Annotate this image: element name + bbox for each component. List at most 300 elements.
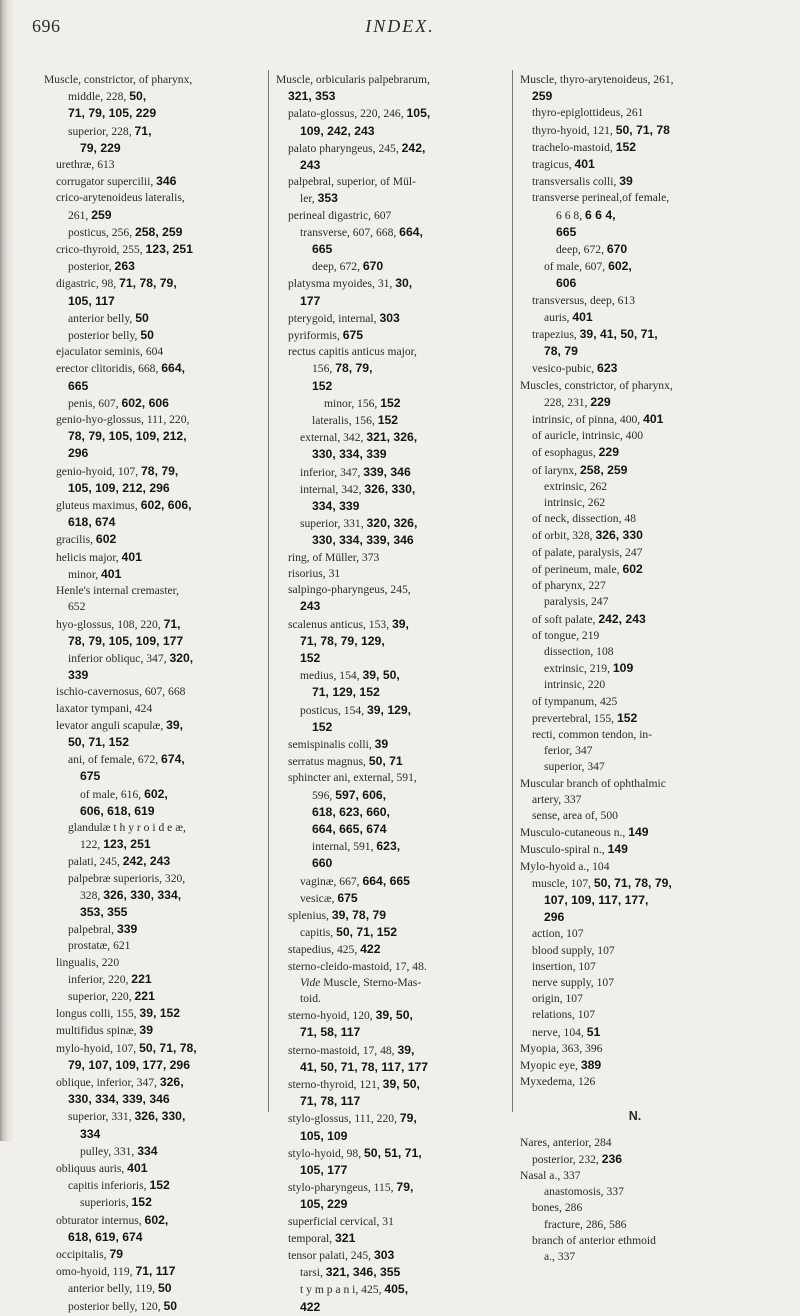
entry-text: posticus, 256,	[68, 225, 135, 239]
page-refs-bold: 674,	[161, 752, 185, 767]
entry-text: temporal,	[288, 1231, 336, 1245]
page-refs-bold: 401	[121, 549, 142, 564]
entry-text: Muscle, thyro-arytenoideus, 261,	[520, 73, 674, 86]
index-entry	[520, 139, 750, 156]
page-refs-bold: 123, 251	[145, 242, 193, 257]
entry-text: action, 107	[532, 927, 584, 941]
index-entry	[276, 378, 506, 395]
page-header	[0, 16, 800, 46]
index-entry	[520, 841, 750, 858]
page-refs-bold: 320, 326,	[366, 516, 418, 531]
page-refs-bold: 39	[619, 174, 633, 189]
index-entry	[44, 412, 262, 428]
entry-text: urethræ, 613	[56, 158, 115, 172]
entry-text: posterior belly,	[68, 329, 141, 343]
index-entry	[276, 481, 506, 498]
index-entry	[44, 173, 262, 190]
entry-text: intrinsic, of pinna, 400,	[532, 413, 644, 427]
entry-text: palpebral, superior, of Mül-	[288, 175, 416, 189]
entry-text: oblique, inferior, 347,	[56, 1075, 160, 1089]
page-refs-bold: 152	[615, 139, 637, 154]
index-entry	[276, 873, 506, 890]
page-refs-bold: 50	[157, 1281, 172, 1296]
index-entry	[44, 445, 262, 462]
index-entry	[44, 1194, 262, 1211]
entry-text: superior, 347	[544, 760, 605, 774]
entry-text: bones, 286	[532, 1201, 583, 1215]
index-entry	[520, 511, 750, 527]
index-entry	[44, 1280, 262, 1297]
index-entry	[44, 1074, 262, 1091]
index-entry	[520, 1217, 750, 1233]
index-entry	[520, 360, 750, 377]
entry-text: 328,	[80, 888, 104, 902]
page-refs-bold: 51	[586, 1024, 601, 1039]
index-entry	[520, 694, 750, 710]
page-refs-bold: 334	[80, 1126, 101, 1141]
page-refs-bold: 50,	[129, 89, 147, 104]
entry-text: helicis major,	[56, 550, 122, 564]
index-entry	[44, 583, 262, 599]
index-entry	[276, 650, 506, 667]
entry-text: palati, 245,	[68, 855, 123, 869]
page-refs-bold: 259	[532, 89, 553, 104]
entry-text: blood supply, 107	[532, 943, 615, 957]
entry-text: ischio-cavernosus, 607, 668	[56, 685, 186, 699]
entry-text: thyro-epiglottideus, 261	[532, 106, 644, 120]
entry-text: thyro-hyoid, 121,	[532, 123, 616, 137]
entry-text: Musculo-spiral n.,	[520, 843, 608, 857]
index-entry	[44, 1298, 262, 1315]
entry-text: sense, area of, 500	[532, 808, 618, 822]
page-refs-bold: 105, 117	[68, 293, 115, 308]
entry-text: of neck, dissection, 48	[532, 512, 636, 526]
entry-text: of tongue, 219	[532, 628, 600, 642]
entry-text: nerve supply, 107	[532, 975, 614, 989]
page-refs-bold: 79	[109, 1247, 124, 1262]
index-entry	[276, 598, 506, 615]
page-refs-bold: 401	[574, 157, 595, 172]
page-refs-bold: 330, 334, 339, 346	[68, 1092, 170, 1107]
page-refs-bold: 675	[342, 328, 364, 343]
entry-text: corrugator supercilii,	[56, 175, 157, 189]
entry-text: inferior, 347,	[300, 465, 364, 479]
entry-text: Henle's internal cremaster,	[56, 584, 179, 598]
index-entry	[44, 123, 262, 140]
entry-text: palato-glossus, 220, 246,	[288, 107, 407, 121]
index-entry	[520, 258, 750, 275]
page-refs-bold: 346	[156, 174, 177, 189]
page-refs-bold: 229	[598, 445, 619, 460]
index-entry	[276, 787, 506, 804]
entry-text-italic: Vide	[300, 975, 321, 989]
page-refs-bold: 606	[556, 276, 577, 291]
index-entry	[520, 892, 750, 909]
index-entry	[276, 838, 506, 855]
entry-text: omo-hyoid, 119,	[56, 1265, 136, 1279]
entry-text: inferior, 220,	[68, 972, 132, 986]
index-entry	[520, 628, 750, 644]
page-refs-bold: 258, 259	[579, 462, 628, 477]
entry-text: crico-thyroid, 255,	[56, 243, 146, 257]
index-entry	[44, 1246, 262, 1263]
page-refs-bold: 152	[149, 1178, 170, 1193]
entry-text: of esophagus,	[532, 446, 599, 460]
index-entry	[520, 1007, 750, 1023]
page-refs-bold: 30,	[395, 276, 413, 291]
entry-text: occipitalis,	[56, 1248, 110, 1262]
index-entry	[276, 959, 506, 975]
page-refs-bold: 664, 665	[362, 873, 410, 888]
index-entry	[44, 157, 262, 173]
index-entry	[44, 599, 262, 615]
entry-text: salpingo-pharyngeus, 245,	[288, 583, 411, 597]
index-entry	[520, 394, 750, 411]
page-refs-bold: 618, 623, 660,	[312, 804, 390, 819]
page-refs-bold: 105, 109, 212, 296	[68, 480, 170, 495]
index-entry	[44, 988, 262, 1005]
page-refs-bold: 664,	[161, 361, 186, 376]
index-entry	[520, 727, 750, 743]
entry-text: recti, common tendon, in-	[532, 727, 653, 741]
index-entry	[276, 446, 506, 463]
index-entry	[276, 550, 506, 566]
index-entry	[44, 803, 262, 820]
index-entry	[44, 105, 262, 122]
index-entry	[44, 820, 262, 836]
entry-text: Musculo-cutaneous n.,	[520, 826, 629, 840]
entry-text: anastomosis, 337	[544, 1185, 624, 1199]
index-entry	[520, 611, 750, 628]
index-entry	[520, 527, 750, 544]
index-entry	[520, 88, 750, 105]
page-refs-bold: 303	[379, 310, 400, 325]
index-entry	[520, 959, 750, 975]
entry-text: palato pharyngeus, 245,	[288, 141, 402, 155]
page-refs-bold: 71, 129, 152	[312, 685, 380, 700]
page-refs-bold: 405,	[384, 1282, 409, 1297]
page-refs-bold: 321	[335, 1230, 356, 1245]
page-refs-bold: 602	[622, 561, 643, 576]
index-entry	[520, 578, 750, 594]
entry-text: scalenus anticus, 153,	[288, 617, 392, 631]
page-refs-bold: 221	[134, 988, 155, 1003]
page-refs-bold: 50, 71, 152	[336, 925, 398, 940]
index-entry	[520, 644, 750, 660]
page-refs-bold: 618, 674	[68, 515, 116, 530]
page-refs-bold: 78, 79, 105, 109, 177	[68, 633, 184, 648]
page-refs-bold: 401	[101, 566, 122, 581]
index-entry	[44, 531, 262, 548]
entry-text: Muscle, orbicularis palpebrarum,	[276, 73, 430, 86]
index-entry	[520, 122, 750, 139]
index-entry	[276, 157, 506, 174]
entry-text: 652	[68, 600, 86, 614]
index-entry	[44, 224, 262, 241]
entry-text: of tympanum, 425	[532, 694, 618, 708]
column-rule-right	[512, 70, 513, 1112]
index-entry	[44, 938, 262, 954]
entry-text: extrinsic, 262	[544, 479, 608, 493]
index-entry	[520, 411, 750, 428]
page-refs-bold: 339, 346	[363, 464, 411, 479]
index-entry	[520, 275, 750, 292]
index-entry	[44, 871, 262, 887]
entry-text: posterior belly, 120,	[68, 1299, 164, 1313]
entry-text: Myopia, 363, 396	[520, 1041, 603, 1055]
page-refs-bold: 353, 355	[80, 904, 128, 919]
index-entry	[520, 808, 750, 824]
entry-text: prevertebral, 155,	[532, 711, 617, 725]
entry-text: paralysis, 247	[544, 595, 609, 609]
index-entry	[520, 875, 750, 892]
entry-text: ring, of Müller, 373	[288, 550, 380, 564]
index-entry	[276, 907, 506, 924]
index-entry	[520, 190, 750, 206]
page-refs-bold: 39, 50,	[362, 668, 400, 683]
page-refs-bold: 50	[135, 310, 149, 325]
index-entry	[276, 1264, 506, 1281]
page-refs-bold: 389	[580, 1057, 602, 1072]
page-refs-bold: 39	[139, 1023, 153, 1038]
index-entry	[520, 293, 750, 309]
entry-text: of male, 616,	[80, 787, 145, 801]
index-entry	[276, 1076, 506, 1093]
entry-text: of pharynx, 227	[532, 579, 606, 593]
index-entry	[44, 293, 262, 310]
index-entry	[276, 532, 506, 549]
entry-text: transverse, 607, 668,	[300, 225, 400, 239]
index-entry	[520, 1041, 750, 1057]
index-entry	[44, 786, 262, 803]
page-refs-bold: 149	[628, 825, 649, 840]
entry-text: toid.	[300, 991, 321, 1005]
entry-text: lingualis, 220	[56, 955, 120, 969]
index-entry	[520, 1074, 750, 1090]
index-column-1	[44, 72, 262, 1315]
page-refs-bold: 79, 107, 109, 177, 296	[68, 1057, 190, 1072]
entry-text: risorius, 31	[288, 566, 341, 580]
entry-text: stylo-pharyngeus, 115,	[288, 1181, 397, 1195]
entry-text: anterior belly,	[68, 311, 136, 325]
index-entry	[520, 792, 750, 808]
page-refs-bold: 50	[140, 328, 154, 343]
page-refs-bold: 71, 78, 79,	[119, 276, 177, 291]
entry-text: Myopic eye,	[520, 1058, 581, 1072]
page-refs-bold: 39, 129,	[367, 702, 412, 717]
page-refs-bold: 334	[137, 1143, 158, 1158]
index-entry	[276, 1179, 506, 1196]
index-entry	[276, 464, 506, 481]
page-refs-bold: 107, 109, 117, 177,	[544, 892, 649, 907]
index-entry	[44, 1022, 262, 1039]
index-entry	[276, 736, 506, 753]
page-refs-bold: 401	[643, 412, 664, 427]
index-entry	[44, 1177, 262, 1194]
index-entry	[520, 428, 750, 444]
index-entry	[44, 701, 262, 717]
entry-text: muscle, 107,	[532, 876, 594, 890]
entry-text: medius, 154,	[300, 669, 363, 683]
index-entry	[520, 1184, 750, 1200]
index-entry	[520, 776, 750, 792]
entry-text: origin, 107	[532, 992, 583, 1006]
page-refs-bold: 71, 79, 105, 229	[68, 106, 157, 121]
page-refs-bold: 242, 243	[122, 854, 171, 869]
entry-text: 228, 231,	[544, 395, 591, 409]
page-refs-bold: 606, 618, 619	[80, 803, 155, 818]
page-refs-bold: 152	[380, 395, 401, 410]
index-entry	[44, 734, 262, 751]
page-refs-bold: 105, 109	[300, 1128, 348, 1143]
entry-text: transversus, deep, 613	[532, 293, 636, 307]
index-entry	[44, 1040, 262, 1057]
entry-text: ferior, 347	[544, 744, 593, 758]
index-entry	[276, 515, 506, 532]
entry-text: Muscular branch of ophthalmic	[520, 776, 666, 790]
entry-text: 596,	[312, 788, 336, 802]
index-entry	[44, 1126, 262, 1143]
index-entry	[44, 751, 262, 768]
page-refs-bold: 149	[607, 842, 628, 857]
entry-text: obliquus auris,	[56, 1162, 128, 1175]
index-entry	[276, 190, 506, 207]
index-entry	[276, 123, 506, 140]
index-entry	[276, 412, 506, 429]
entry-text: splenius,	[288, 908, 332, 922]
entry-text: pterygoid, internal,	[288, 311, 380, 325]
index-entry	[276, 1281, 506, 1298]
page-refs-bold: 665	[556, 224, 577, 239]
page-refs-bold: 50, 71, 78, 79,	[593, 875, 672, 890]
entry-text: gluteus maximus,	[56, 499, 141, 513]
entry-text: penis, 607,	[68, 396, 122, 410]
entry-text: artery, 337	[532, 792, 582, 806]
index-entry	[520, 173, 750, 190]
entry-text: auris,	[544, 310, 573, 324]
entry-text: Myxedema, 126	[520, 1075, 596, 1089]
index-entry	[276, 941, 506, 958]
running-title: INDEX.	[365, 16, 435, 36]
entry-text: laxator tympani, 424	[56, 701, 153, 715]
page-refs-bold: 39, 78, 79	[331, 907, 387, 922]
entry-text: Muscles, constrictor, of pharynx,	[520, 378, 673, 392]
index-entry	[276, 1110, 506, 1127]
index-entry	[44, 921, 262, 938]
entry-text: stylo-hyoid, 98,	[288, 1146, 365, 1160]
index-entry	[520, 224, 750, 241]
index-entry	[276, 72, 506, 88]
page-refs-bold: 39,	[166, 717, 184, 732]
entry-text: of male, 607,	[544, 260, 609, 274]
page-refs-bold: 602,	[144, 786, 168, 801]
page-refs-bold: 109, 242, 243	[300, 123, 375, 138]
index-entry	[44, 1108, 262, 1125]
index-column-2	[276, 72, 506, 1316]
page-refs-bold: 353	[317, 191, 338, 206]
index-entry	[520, 710, 750, 727]
page-refs-bold: 123, 251	[103, 837, 151, 852]
entry-text: rectus capitis anticus major,	[288, 345, 417, 359]
page-refs-bold: 221	[131, 971, 152, 986]
entry-text: superior, 228,	[68, 124, 135, 138]
index-entry	[276, 224, 506, 241]
page-refs-bold: 243	[300, 599, 321, 614]
page-refs-bold: 330, 334, 339	[312, 447, 387, 462]
page-refs-bold: 105,	[406, 106, 431, 121]
index-entry	[276, 804, 506, 821]
entry-text: deep, 672,	[556, 243, 607, 257]
page-refs-bold: 152	[312, 719, 333, 734]
page-refs-bold: 71,	[134, 123, 152, 138]
index-entry	[520, 991, 750, 1007]
index-entry	[276, 327, 506, 344]
page-refs-bold: 330, 334, 339, 346	[312, 533, 414, 548]
page-refs-bold: 321, 353	[288, 89, 336, 104]
index-entry	[276, 395, 506, 412]
page-refs-bold: 263	[114, 259, 135, 274]
index-entry	[276, 1196, 506, 1213]
index-entry	[520, 241, 750, 258]
entry-text: intrinsic, 262	[544, 496, 606, 510]
page-refs-bold: 422	[300, 1299, 321, 1314]
page-refs-bold: 39, 50,	[382, 1076, 420, 1091]
page-refs-bold: 152	[616, 710, 638, 725]
index-entry	[44, 887, 262, 904]
page-refs-bold: 326, 330, 334,	[103, 887, 182, 902]
index-entry	[44, 650, 262, 667]
entry-text: internal, 591,	[312, 840, 377, 854]
index-entry	[276, 1007, 506, 1024]
entry-text: Muscle, Sterno-Mas-	[320, 975, 422, 989]
page-refs-bold: 177	[300, 293, 321, 308]
entry-text: internal, 342,	[300, 482, 365, 496]
page-refs-bold: 321, 346, 355	[325, 1265, 401, 1280]
index-entry	[276, 770, 506, 786]
index-entry	[44, 1229, 262, 1246]
entry-text: hyo-glossus, 108, 220,	[56, 617, 164, 631]
index-entry	[520, 1249, 750, 1265]
entry-text: longus colli, 155,	[56, 1007, 140, 1021]
entry-text: vesicæ,	[300, 891, 338, 905]
page-refs-bold: 259	[91, 207, 112, 222]
page-refs-bold: 109	[612, 661, 634, 676]
page-refs-bold: 334, 339	[312, 499, 360, 514]
index-entry	[276, 890, 506, 907]
page-refs-bold: 236	[601, 1151, 623, 1166]
entry-text: of larynx,	[532, 463, 580, 477]
entry-text: prostatæ, 621	[68, 939, 131, 953]
entry-text: superior, 220,	[68, 989, 135, 1003]
entry-text: genio-hyo-glossus, 111, 220,	[56, 413, 190, 427]
entry-text: trapezius,	[532, 328, 580, 342]
entry-text: tarsi,	[300, 1266, 326, 1280]
page-number: 696	[32, 16, 61, 36]
index-entry	[44, 667, 262, 684]
index-entry	[44, 428, 262, 445]
entry-text: of perineum, male,	[532, 562, 623, 576]
page-refs-bold: 105, 229	[300, 1197, 348, 1212]
index-entry	[44, 633, 262, 650]
page-refs-bold: 258, 259	[135, 224, 183, 239]
page-refs-bold: 39, 152	[139, 1006, 181, 1021]
entry-text: deep, 672,	[312, 260, 363, 274]
index-entry	[276, 88, 506, 105]
entry-text: capitis,	[300, 926, 337, 940]
page-refs-bold: 39, 50,	[375, 1008, 413, 1023]
page-refs-bold: 320,	[169, 650, 194, 665]
index-entry	[44, 310, 262, 327]
